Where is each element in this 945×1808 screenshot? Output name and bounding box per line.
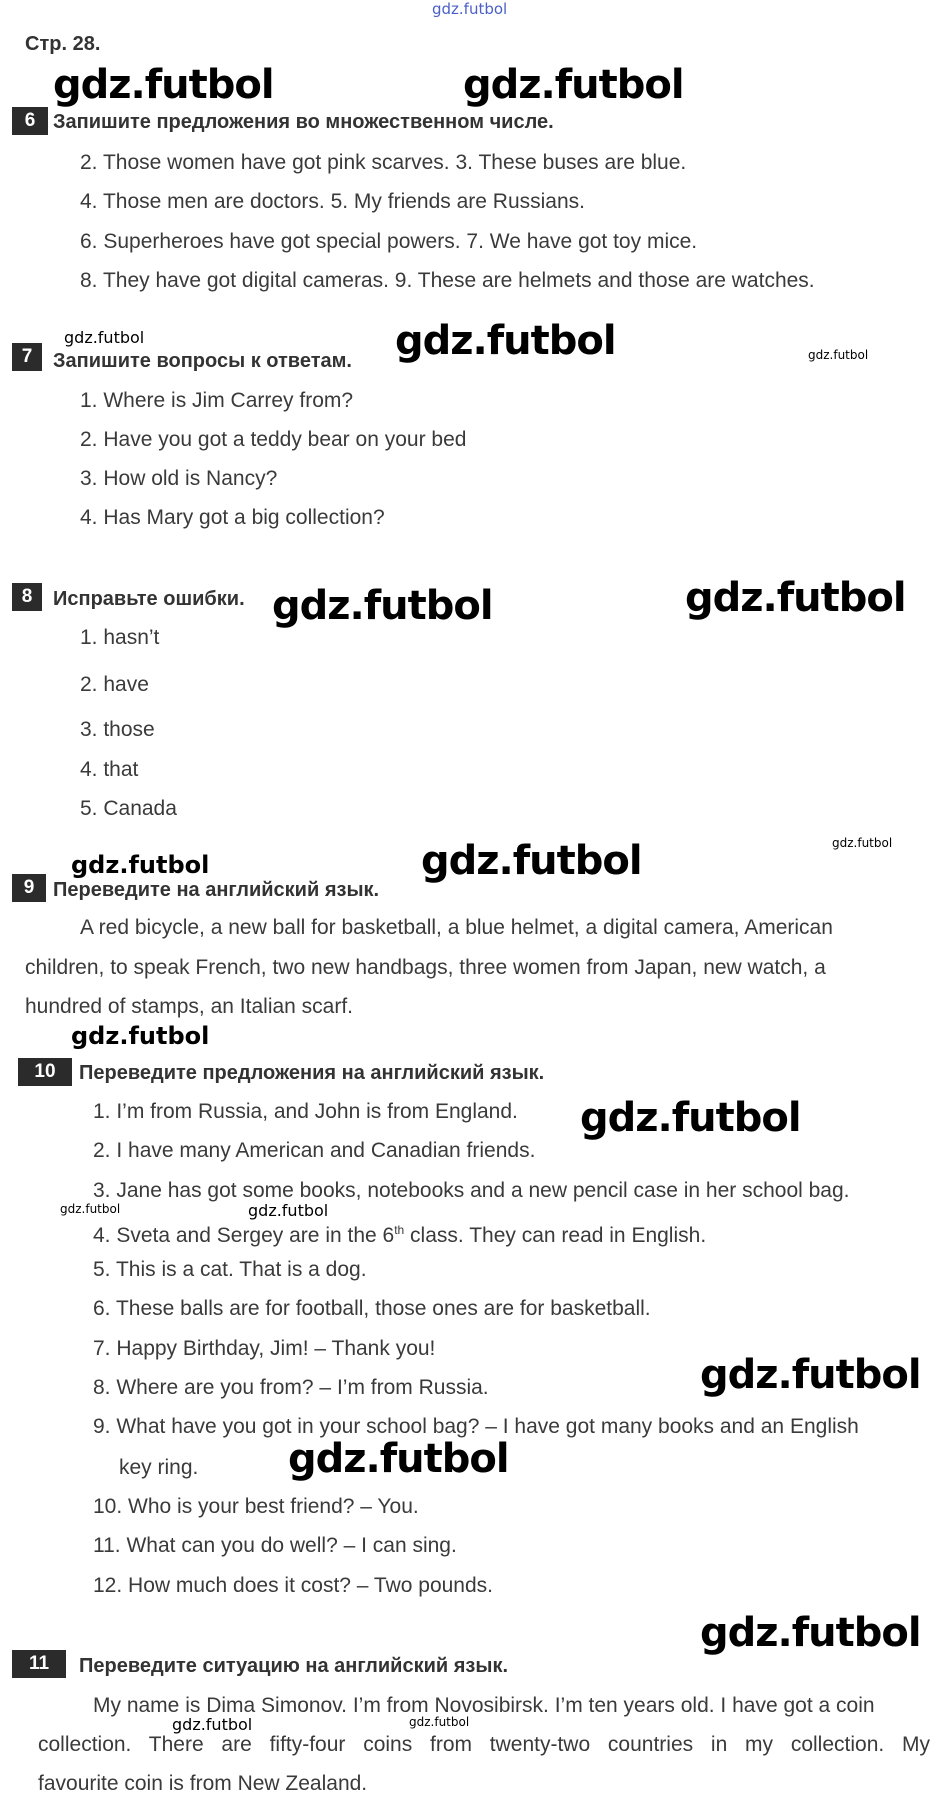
task-11-title: Переведите ситуацию на английский язык. (79, 1655, 509, 1677)
watermark: gdz.futbol (71, 1022, 210, 1050)
task-10-line-7: 7. Happy Birthday, Jim! – Thank you! (93, 1337, 436, 1360)
watermark: gdz.futbol (580, 1095, 801, 1141)
task-10-line-2: 2. I have many American and Canadian friends. (93, 1139, 536, 1162)
task-7-line-4: 4. Has Mary got a big collection? (80, 506, 385, 529)
watermark: gdz.futbol (288, 1436, 509, 1482)
task-9-line-1: A red bicycle, a new ball for basketball, a blue helmet, a digital camera, American (80, 916, 833, 939)
task-9-number: 9 (12, 874, 46, 902)
task-10-title: Переведите предложения на английский язык. (79, 1062, 545, 1084)
watermark: gdz.futbol (53, 62, 274, 108)
task-6-line-4: 8. They have got digital cameras. 9. These are helmets and those are watches. (80, 269, 815, 292)
task-7-line-3: 3. How old is Nancy? (80, 467, 278, 490)
watermark: gdz.futbol (64, 328, 145, 347)
task-9-line-3: hundred of stamps, an Italian scarf. (25, 995, 354, 1018)
task-10-line-6: 6. These balls are for football, those ones are for basketball. (93, 1297, 651, 1320)
watermark: gdz.futbol (60, 1202, 121, 1216)
task-10-number: 10 (18, 1058, 72, 1086)
task-8-number: 8 (12, 583, 42, 611)
task-8-line-5: 5. Canada (80, 797, 177, 820)
site-link[interactable]: gdz.futbol (432, 0, 508, 18)
task-6-line-2: 4. Those men are doctors. 5. My friends are Russians. (80, 190, 586, 213)
task-6-number: 6 (12, 107, 48, 135)
task-7-line-1: 1. Where is Jim Carrey from? (80, 389, 354, 412)
task-10-line-1: 1. I’m from Russia, and John is from England. (93, 1100, 518, 1123)
task-10-line-9: 9. What have you got in your school bag? – I have got many books and an English (93, 1415, 859, 1438)
task-6-line-3: 6. Superheroes have got special powers. 7. We have got toy mice. (80, 230, 698, 253)
watermark: gdz.futbol (700, 1610, 921, 1656)
task-7-line-2: 2. Have you got a teddy bear on your bed (80, 428, 467, 451)
task-10-line-4-start: 4. Sveta and Sergey are in the 6 (93, 1224, 395, 1247)
task-7-number: 7 (12, 343, 42, 371)
watermark: gdz.futbol (172, 1715, 253, 1734)
task-10-line-4-end: class. They can read in English. (404, 1224, 707, 1247)
task-6-title: Запишите предложения во множественном числе. (53, 111, 554, 133)
watermark: gdz.futbol (808, 348, 869, 362)
task-10-line-5: 5. This is a cat. That is a dog. (93, 1258, 367, 1281)
task-6-line-1: 2. Those women have got pink scarves. 3. These buses are blue. (80, 151, 687, 174)
task-10-line-11: 11. What can you do well? – I can sing. (93, 1534, 457, 1557)
task-10-line-12: 12. How much does it cost? – Two pounds. (93, 1574, 494, 1597)
task-10-line-3: 3. Jane has got some books, notebooks and a new pencil case in her school bag. (93, 1179, 850, 1202)
task-8-title: Исправьте ошибки. (53, 588, 245, 610)
task-11-number: 11 (12, 1650, 66, 1678)
task-10-line-8: 8. Where are you from? – I’m from Russia. (93, 1376, 489, 1399)
superscript-th: th (394, 1223, 405, 1237)
watermark: gdz.futbol (71, 851, 210, 879)
task-10-line-4 (93, 1218, 706, 1248)
watermark: gdz.futbol (272, 583, 493, 629)
task-11-line-2: collection. There are fifty-four coins from twenty-two countries in my collection. My (38, 1733, 930, 1756)
task-9-line-2: children, to speak French, two new handbags, three women from Japan, new watch, a (25, 956, 826, 979)
watermark: gdz.futbol (832, 836, 893, 850)
page-label: Стр. 28. (25, 33, 101, 55)
task-11-line-1: My name is Dima Simonov. I’m from Novosibirsk. I’m ten years old. I have got a coin (93, 1694, 875, 1717)
task-10-line-10: 10. Who is your best friend? – You. (93, 1495, 419, 1518)
watermark: gdz.futbol (685, 575, 906, 621)
task-7-title: Запишите вопросы к ответам. (53, 350, 352, 372)
task-10-line-9-cont: key ring. (119, 1456, 199, 1479)
task-9-title: Переведите на английский язык. (53, 879, 380, 901)
watermark: gdz.futbol (463, 62, 684, 108)
task-8-line-1: 1. hasn’t (80, 626, 160, 649)
watermark: gdz.futbol (700, 1352, 921, 1398)
task-11-line-3: favourite coin is from New Zealand. (38, 1772, 368, 1795)
task-8-line-4: 4. that (80, 758, 139, 781)
task-8-line-3: 3. those (80, 718, 155, 741)
task-8-line-2: 2. have (80, 673, 149, 696)
watermark: gdz.futbol (421, 838, 642, 884)
watermark: gdz.futbol (409, 1715, 470, 1729)
watermark: gdz.futbol (395, 318, 616, 364)
watermark: gdz.futbol (248, 1201, 329, 1220)
